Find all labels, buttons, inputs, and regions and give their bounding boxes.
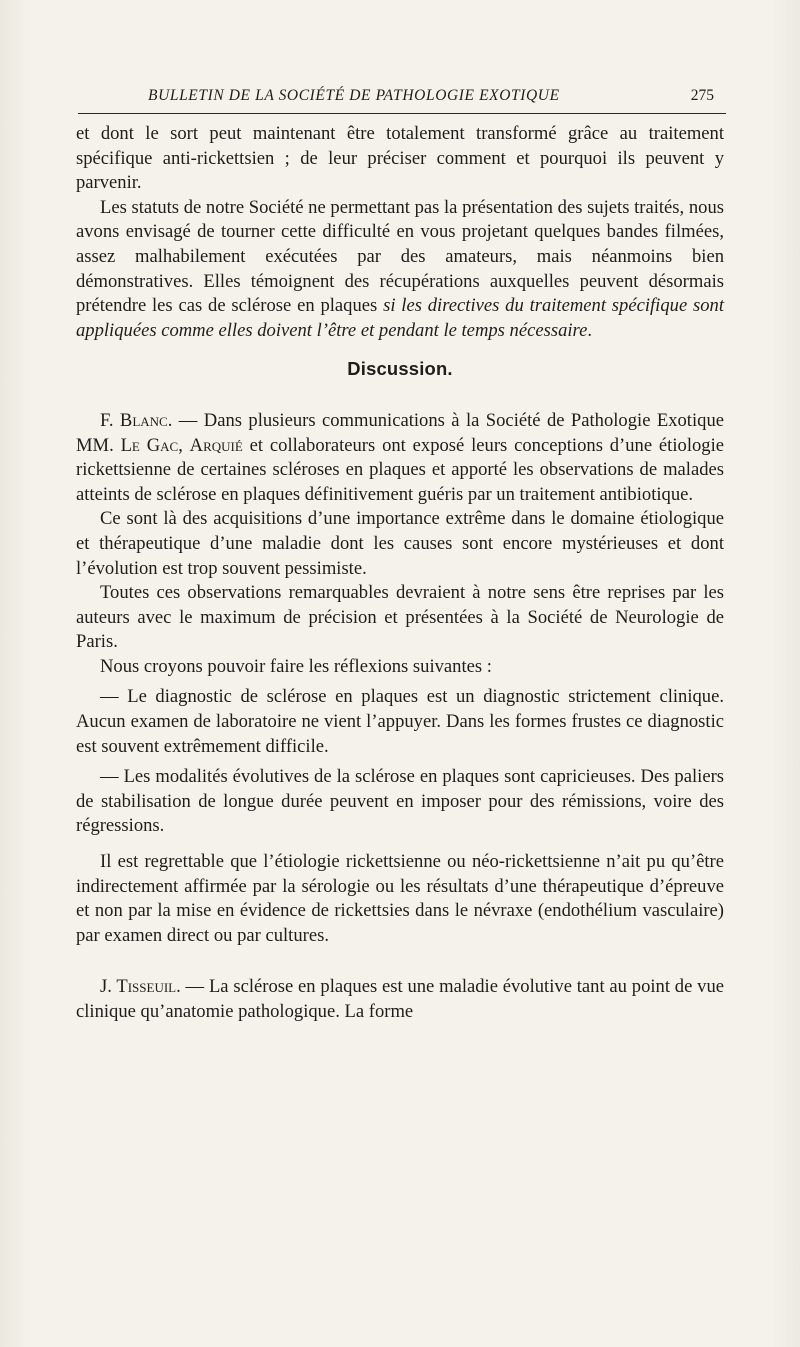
running-title: BULLETIN DE LA SOCIÉTÉ DE PATHOLOGIE EXOTIQUE [148, 87, 560, 104]
paragraph [76, 409, 724, 507]
text-span: et collaborateurs ont exposé leurs conceptions d’une étiologie rickettsienne de certaines scléroses en plaques et apporté les observations de malades atteints de sclérose en plaques définitivement guéris par un traitement antibiotique. [76, 434, 724, 505]
paragraph: et dont le sort peut maintenant être totalement transformé grâce au traitement spécifique anti-rickettsien ; de leur préciser comment et pourquoi ils peuvent y parvenir. [76, 123, 724, 194]
text-body [76, 122, 724, 1025]
text-span: — La sclérose en plaques est une maladie évolutive tant au point de vue clinique qu’anatomie pathologique. La forme [76, 976, 725, 1022]
author-reference: Le Gac [120, 434, 179, 456]
paragraph: Nous croyons pouvoir faire les réflexions suivantes : [100, 655, 492, 677]
running-header [78, 85, 724, 111]
text-span: , [178, 434, 190, 456]
section-heading: Discussion. [347, 358, 453, 380]
author-name: F. Blanc. [100, 409, 173, 431]
paragraph [76, 196, 724, 344]
paragraph: Ce sont là des acquisitions d’une importance extrême dans le domaine étiologique et thérapeutique d’une maladie dont les causes sont encore mystérieuses et dont l’évolution est trop souvent pessimiste. [76, 508, 724, 579]
text-span: — Dans plusieurs communications à la Société de Pathologie Exotique MM. [76, 409, 724, 456]
header-rule [78, 113, 726, 114]
author-name: J. Tisseuil. [100, 976, 181, 998]
text-span: . [587, 319, 592, 341]
paragraph: — Les modalités évolutives de la sclérose en plaques sont capricieuses. Des paliers de stabilisation de longue durée peuvent en imposer pour des rémissions, voire des régressions. [76, 766, 724, 837]
text-span: Les statuts de notre Société ne permettant pas la présentation des sujets traités, nous avons envisagé de tourner cette difficulté en vous projetant quelques bandes filmées, assez malhabilement exécutées par des amateurs, mais néanmoins bien démonstratives. Elles témoignent des récupérations auxquelles peuvent désormais prétendre les cas de sclérose en plaques [76, 196, 724, 317]
author-reference: Arquié [189, 434, 243, 456]
paragraph: Toutes ces observations remarquables devraient à notre sens être reprises par les auteurs avec le maximum de précision et présentées à la Société de Neurologie de Paris. [76, 582, 724, 653]
paragraph: — Le diagnostic de sclérose en plaques est un diagnostic strictement clinique. Aucun examen de laboratoire ne vient l’appuyer. Dans les formes frustes ce diagnostic est souvent extrêmement difficile. [76, 686, 724, 757]
page-number: 275 [690, 87, 714, 104]
paragraph [76, 975, 724, 1024]
italic-span: si les directives du traitement spécifique sont appliquées comme elles doivent l’être et pendant le temps nécessaire [76, 295, 724, 341]
paragraph: Il est regrettable que l’étiologie rickettsienne ou néo-rickettsienne n’ait pu qu’être indirectement affirmée par la sérologie ou les résultats d’une thérapeutique d’épreuve et non par la mise en évidence de rickettsies dans le névraxe (endothélium vasculaire) par examen direct ou par cultures. [76, 851, 724, 946]
